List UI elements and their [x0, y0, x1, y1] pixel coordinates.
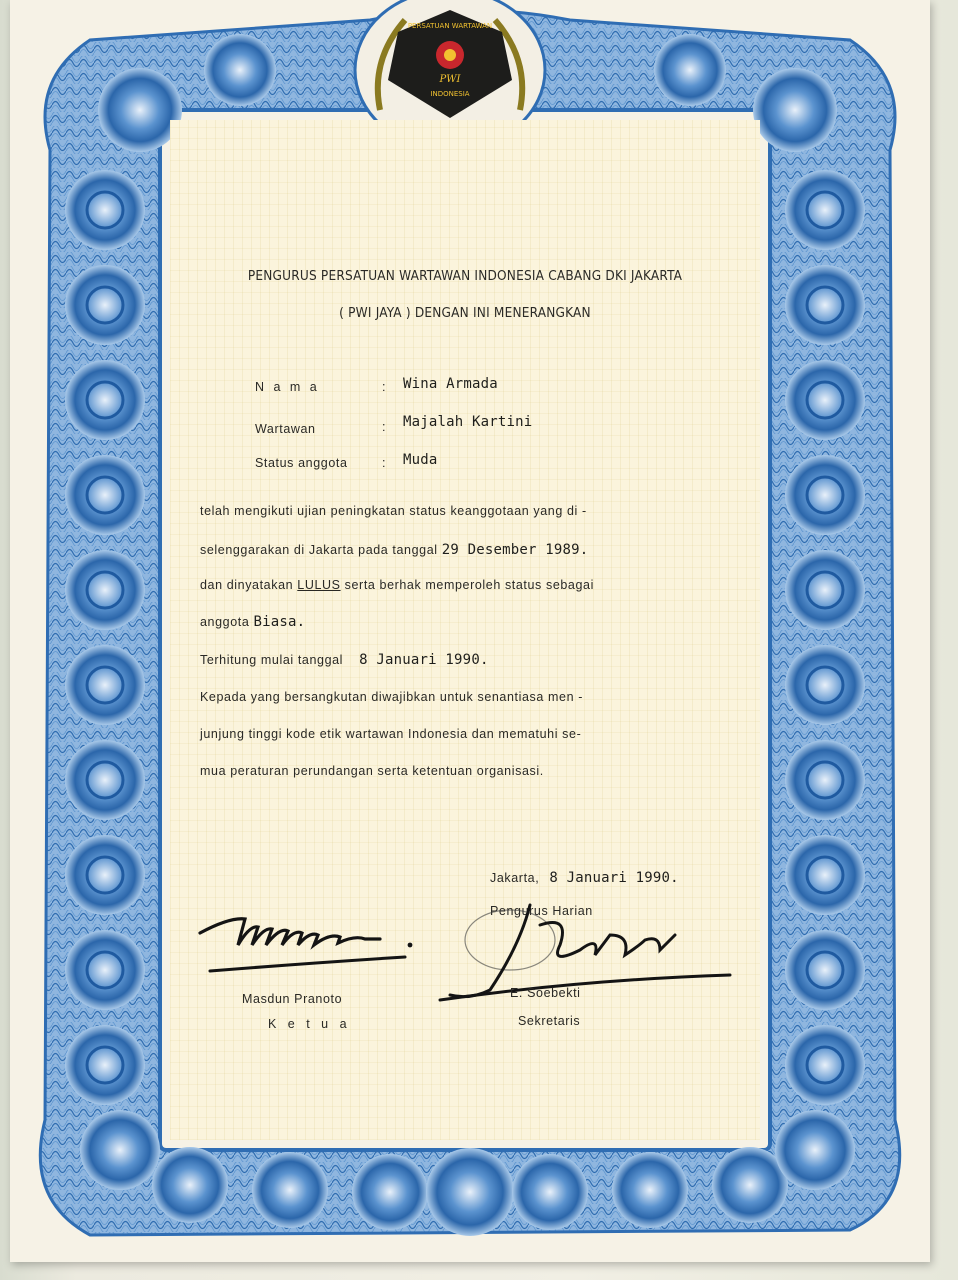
signatory-2-name: E. Soebekti [510, 986, 581, 1000]
body-line-1: telah mengikuti ujian peningkatan status keanggotaan yang di - [200, 504, 587, 518]
signature-sekretaris [430, 895, 740, 1005]
body-line-6: Kepada yang bersangkutan diwajibkan untuk senantiasa men - [200, 690, 583, 704]
field-sep-wartawan: : [382, 420, 387, 434]
effective-date: 8 Januari 1990. [359, 652, 489, 668]
issuer-label: Pengurus Harian [490, 904, 593, 918]
body-line-3-suffix: serta berhak memperoleh status sebagai [344, 578, 594, 592]
place: Jakarta, [490, 871, 540, 885]
result-lulus: LULUS [297, 578, 341, 592]
body-line-5 [200, 652, 489, 668]
place-date [490, 870, 679, 886]
header-line-2: ( PWI JAYA ) DENGAN INI MENERANGKAN [339, 305, 591, 321]
field-value-status: Muda [403, 452, 438, 468]
field-sep-status: : [382, 456, 387, 470]
field-value-nama: Wina Armada [403, 376, 498, 392]
body-line-3-prefix: dan dinyatakan [200, 578, 294, 592]
field-sep-nama: : [382, 380, 387, 394]
issue-date: 8 Januari 1990. [549, 870, 679, 886]
emblem-bottom-text: INDONESIA [430, 90, 470, 98]
body-line-2-text: selenggarakan di Jakarta pada tanggal [200, 543, 438, 557]
certificate [10, 0, 930, 1262]
body-line-2 [200, 542, 588, 558]
signatory-1-title: K e t u a [268, 1017, 351, 1031]
signatory-1-name: Masdun Pranoto [242, 992, 343, 1006]
field-label-status: Status anggota [255, 456, 348, 470]
field-label-nama: N a m a [255, 380, 320, 394]
field-value-wartawan: Majalah Kartini [403, 414, 533, 430]
header-line-1: PENGURUS PERSATUAN WARTAWAN INDONESIA CABANG DKI JAKARTA [247, 268, 683, 284]
signatory-2-title: Sekretaris [518, 1014, 581, 1028]
emblem-top-text: PERSATUAN WARTAWAN [407, 22, 493, 30]
member-status: Biasa. [253, 614, 306, 630]
body-line-8: mua peraturan perundangan serta ketentuan organisasi. [200, 764, 544, 778]
signature-ketua [190, 905, 430, 985]
body-line-4-prefix: anggota [200, 615, 250, 629]
body-line-4 [200, 614, 305, 630]
body-line-5-prefix: Terhitung mulai tanggal [200, 653, 344, 667]
field-label-wartawan: Wartawan [255, 422, 316, 436]
body-line-7: junjung tinggi kode etik wartawan Indonesia dan mematuhi se- [200, 727, 582, 741]
exam-date: 29 Desember 1989. [441, 542, 589, 558]
emblem-center-text: PWI [439, 74, 461, 85]
body-line-3 [200, 578, 594, 592]
